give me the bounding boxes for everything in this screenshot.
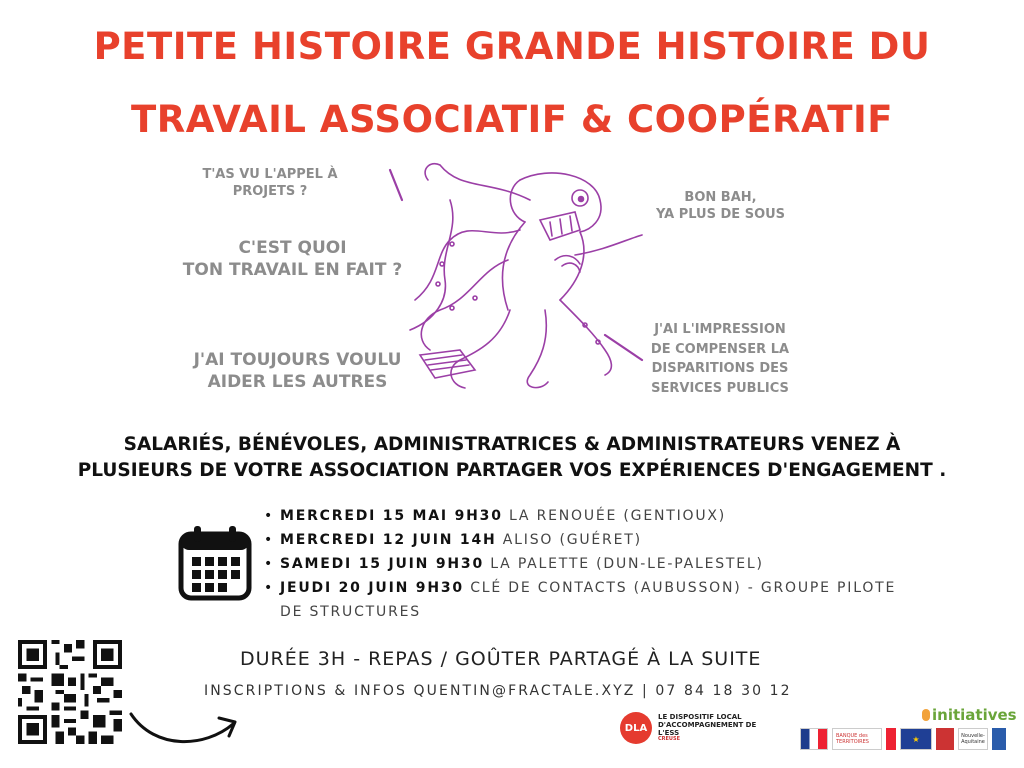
creuse-logo — [936, 728, 954, 750]
quote-appel-projets — [190, 167, 350, 201]
quote-text: DE COMPENSER LA — [650, 341, 790, 357]
event-date: SAMEDI 15 JUIN 9H30 — [280, 556, 484, 572]
headline-line-2: PLUSIEURS DE VOTRE ASSOCIATION PARTAGER VOS EXPÉRIENCES D'ENGAGEMENT . — [77, 459, 947, 481]
calendar-icon — [178, 524, 252, 602]
dla-line: LE DISPOSITIF LOCAL — [658, 713, 742, 722]
event-date: MERCREDI 12 JUIN 14H — [280, 532, 497, 548]
quote-plus-de-sous — [638, 190, 803, 224]
quote-text: SERVICES PUBLICS — [651, 380, 789, 396]
event-place: LA PALETTE (DUN-LE-PALESTEL) — [490, 556, 764, 572]
title-line-1: PETITE HISTOIRE GRANDE HISTOIRE DU — [93, 25, 931, 68]
dla-logo — [620, 712, 768, 744]
dla-text — [658, 713, 768, 743]
headline-line-1: SALARIÉS, BÉNÉVOLES, ADMINISTRATRICES & ADMINISTRATEURS VENEZ À — [123, 434, 901, 455]
event-item — [262, 552, 902, 576]
quote-text: BON BAH, — [684, 190, 757, 205]
event-item — [262, 504, 902, 528]
quote-text: T'AS VU L'APPEL À — [202, 167, 338, 182]
event-date: MERCREDI 15 MAI 9H30 — [280, 508, 503, 524]
quote-text: C'EST QUOI — [238, 238, 347, 258]
partner-logos — [800, 728, 1006, 750]
quote-text: AIDER LES AUTRES — [207, 372, 388, 393]
blue-logo — [992, 728, 1006, 750]
headline — [0, 432, 1024, 484]
eu-flag-logo: ★ — [900, 728, 932, 750]
quote-text: TON TRAVAIL EN FAIT ? — [182, 260, 403, 281]
event-date: JEUDI 20 JUIN 9H30 — [280, 580, 464, 596]
nouvelle-aquitaine-logo: Nouvelle-Aquitaine — [958, 728, 988, 750]
quote-text: YA PLUS DE SOUS — [655, 206, 786, 222]
quote-text: DISPARITIONS DES — [651, 361, 789, 376]
banque-territoires-logo: BANQUE des TERRITOIRES — [832, 728, 882, 750]
duration-text: DURÉE 3H - REPAS / GOÛTER PARTAGÉ À LA SUITE — [240, 648, 762, 670]
events-list — [262, 504, 902, 624]
qr-code[interactable] — [18, 640, 122, 744]
republique-logo — [800, 728, 828, 750]
dla-line: D'ACCOMPAGNEMENT DE L'ESS — [658, 721, 757, 738]
quote-text: PROJETS ? — [232, 183, 308, 199]
curved-arrow-icon — [125, 700, 245, 750]
red-square-logo — [886, 728, 896, 750]
event-place: CLÉ DE CONTACTS (AUBUSSON) - GROUPE PILOTE DE STRUCTURES — [280, 580, 897, 620]
dla-line: CREUSE — [658, 736, 681, 743]
quote-text: J'AI TOUJOURS VOULU — [193, 350, 402, 370]
initiatives-text: initiatives — [932, 706, 1017, 724]
quote-services-publics — [635, 320, 805, 398]
initiatives-logo — [922, 706, 1017, 724]
initiatives-icon — [922, 709, 930, 721]
contact-text: INSCRIPTIONS & INFOS QUENTIN@FRACTALE.XYZ | 07 84 18 30 12 — [204, 683, 792, 699]
quote-text: J'AI L'IMPRESSION — [654, 322, 786, 337]
dla-badge: DLA — [620, 712, 652, 744]
title-line-2: TRAVAIL ASSOCIATIF & COOPÉRATIF — [130, 98, 894, 141]
event-item — [262, 528, 902, 552]
event-place: LA RENOUÉE (GENTIOUX) — [509, 508, 727, 524]
event-item — [262, 576, 902, 624]
octopus-illustration — [380, 160, 650, 400]
event-place: ALISO (GUÉRET) — [502, 532, 642, 548]
